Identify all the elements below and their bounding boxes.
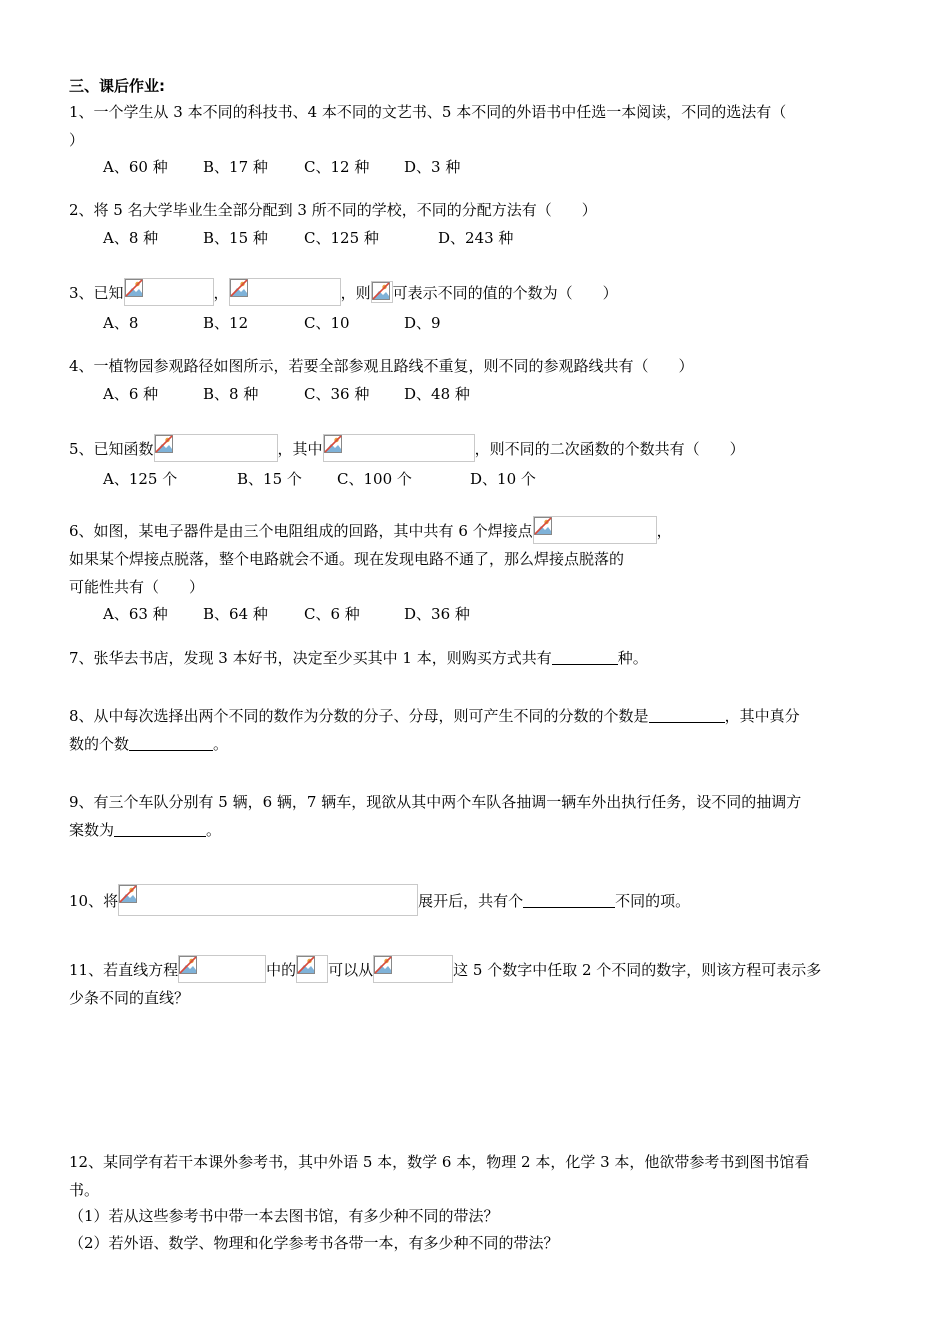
q6-stem	[69, 516, 672, 538]
broken-image-icon	[229, 278, 341, 306]
q6-option-a: A、63 种	[103, 605, 168, 623]
q4-option-b: B、8 种	[203, 385, 259, 403]
q1-stem-cont: ）	[69, 131, 85, 149]
q2-option-b: B、15 种	[203, 229, 268, 247]
q2-options	[103, 228, 513, 248]
q8-stem-cont	[69, 734, 228, 756]
q6-option-b: B、64 种	[203, 605, 268, 623]
q10-mid: 展开后，共有个	[418, 892, 524, 910]
q8-prefix: 数的个数	[69, 735, 130, 753]
q6-options	[103, 604, 470, 624]
q1-option-d: D、3 种	[404, 158, 461, 176]
answer-blank[interactable]	[114, 820, 206, 837]
answer-blank[interactable]	[649, 706, 725, 723]
q10-stem	[69, 884, 691, 910]
q2-stem: 2、将 5 名大学毕业生全部分配到 3 所不同的学校，不同的分配方法有（ ）	[69, 201, 597, 219]
q5-stem	[69, 434, 745, 456]
q3-option-c: C、10	[304, 314, 350, 332]
q11-stem	[69, 955, 821, 977]
q5-option-b: B、15 个	[237, 470, 302, 488]
answer-blank[interactable]	[523, 891, 615, 908]
q4-option-d: D、48 种	[404, 385, 470, 403]
q7-stem	[69, 648, 648, 670]
q6-suffix: ，	[656, 522, 672, 540]
q6-stem-cont: 可能性共有（ ）	[69, 578, 205, 596]
q8-prefix: 8、从中每次选择出两个不同的数作为分数的分子、分母，则可产生不同的分数的个数是	[69, 707, 649, 725]
q3-option-b: B、12	[203, 314, 249, 332]
q4-option-a: A、6 种	[103, 385, 159, 403]
q5-suffix: ，则不同的二次函数的个数共有（ ）	[474, 440, 745, 458]
broken-image-icon	[178, 955, 266, 983]
q12-stem-cont: 书。	[69, 1181, 100, 1199]
q11-mid: 可以从	[328, 961, 374, 979]
q6-option-c: C、6 种	[304, 605, 360, 623]
q12-sub-1: （1）若从这些参考书中带一本去图书馆，有多少种不同的带法？	[69, 1207, 499, 1225]
broken-image-icon	[371, 281, 393, 303]
broken-image-icon	[118, 884, 418, 916]
q3-separator: ，	[213, 284, 229, 302]
section-title: 三、课后作业:	[69, 77, 165, 95]
broken-image-icon	[373, 955, 453, 983]
q5-prefix: 5、已知函数	[69, 440, 154, 458]
q8-suffix: ，其中真分	[724, 707, 800, 725]
q6-stem-cont: 如果某个焊接点脱落，整个电路就会不通。现在发现电路不通了，那么焊接点脱落的	[69, 550, 625, 568]
broken-image-icon	[296, 955, 328, 983]
q11-stem-cont: 少条不同的直线？	[69, 989, 190, 1007]
q9-stem-cont	[69, 820, 221, 842]
q1-stem: 1、一个学生从 3 本不同的科技书、4 本不同的文艺书、5 本不同的外语书中任选一本阅读，不同的选法有（	[69, 103, 787, 121]
q5-option-d: D、10 个	[470, 470, 536, 488]
q1-option-b: B、17 种	[203, 158, 268, 176]
broken-image-icon	[124, 278, 214, 306]
q9-prefix: 案数为	[69, 821, 115, 839]
q2-option-d: D、243 种	[438, 229, 514, 247]
q9-suffix: 。	[206, 821, 222, 839]
q2-option-a: A、8 种	[103, 229, 159, 247]
broken-image-icon	[533, 516, 657, 544]
q1-option-c: C、12 种	[304, 158, 370, 176]
q3-separator: ，则	[340, 284, 371, 302]
q5-options	[103, 469, 536, 489]
q5-option-a: A、125 个	[103, 470, 178, 488]
q9-stem: 9、有三个车队分别有 5 辆，6 辆，7 辆车，现欲从其中两个车队各抽调一辆车外出执行任务，设不同的抽调方	[69, 793, 802, 811]
q3-stem	[69, 278, 618, 300]
q5-mid: ，其中	[277, 440, 323, 458]
q8-stem	[69, 706, 800, 728]
q3-options	[103, 313, 441, 333]
q7-prefix: 7、张华去书店，发现 3 本好书，决定至少买其中 1 本，则购买方式共有	[69, 649, 552, 667]
q4-option-c: C、36 种	[304, 385, 370, 403]
q3-option-a: A、8	[103, 314, 139, 332]
q1-options	[103, 157, 460, 177]
broken-image-icon	[323, 434, 475, 462]
q3-prefix: 3、已知	[69, 284, 124, 302]
broken-image-icon	[154, 434, 278, 462]
q10-prefix: 10、将	[69, 892, 119, 910]
q1-option-a: A、60 种	[103, 158, 168, 176]
q4-stem: 4、一植物园参观路径如图所示，若要全部参观且路线不重复，则不同的参观路线共有（ ）	[69, 357, 694, 375]
q6-option-d: D、36 种	[404, 605, 470, 623]
q11-prefix: 11、若直线方程	[69, 961, 179, 979]
q12-stem: 12、某同学有若干本课外参考书，其中外语 5 本，数学 6 本，物理 2 本，化学 3 本，他欲带参考书到图书馆看	[69, 1153, 810, 1171]
q6-prefix: 6、如图，某电子器件是由三个电阻组成的回路，其中共有 6 个焊接点	[69, 522, 533, 540]
q7-suffix: 种。	[617, 649, 648, 667]
q8-suffix: 。	[213, 735, 229, 753]
answer-blank[interactable]	[129, 734, 213, 751]
q3-suffix: 可表示不同的值的个数为（ ）	[392, 284, 618, 302]
q5-option-c: C、100 个	[337, 470, 412, 488]
q11-suffix: 这 5 个数字中任取 2 个不同的数字，则该方程可表示多	[453, 961, 822, 979]
q2-option-c: C、125 种	[304, 229, 379, 247]
answer-blank[interactable]	[552, 648, 618, 665]
q10-suffix: 不同的项。	[615, 892, 691, 910]
q12-sub-2: （2）若外语、数学、物理和化学参考书各带一本，有多少种不同的带法？	[69, 1234, 559, 1252]
q11-mid: 中的	[266, 961, 297, 979]
q4-options	[103, 384, 470, 404]
q3-option-d: D、9	[404, 314, 441, 332]
